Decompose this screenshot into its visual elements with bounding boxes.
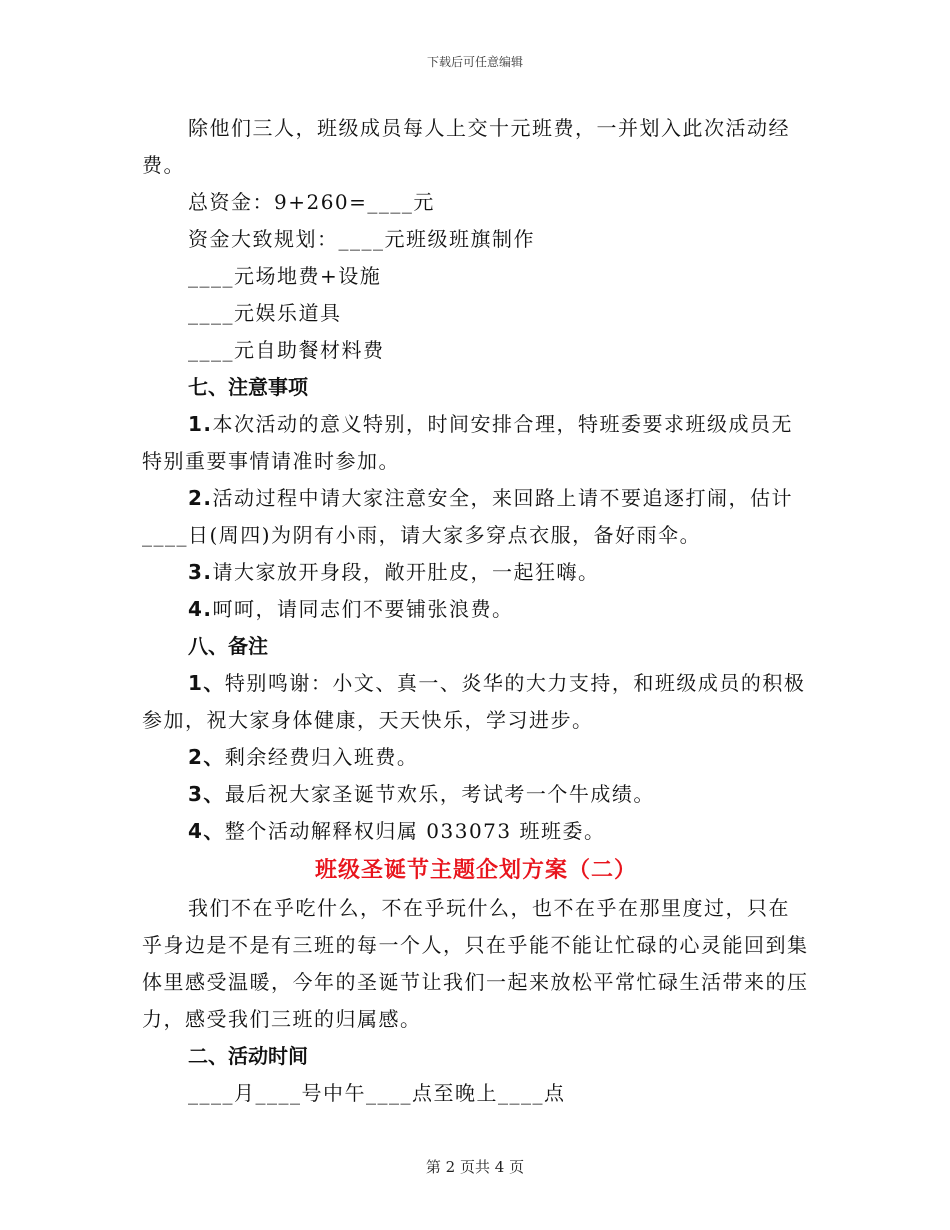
item-text: 整个活动解释权归属 033073 班班委。 — [224, 819, 606, 843]
section-heading-8: 八、备注 — [188, 634, 268, 658]
section-heading-time: 二、活动时间 — [188, 1044, 308, 1068]
item-text: 本次活动的意义特别，时间安排合理，特班委要求班级成员无特别重要事情请准时参加。 — [142, 412, 794, 473]
paragraph-plan: 资金大致规划：____元班级班旗制作 — [188, 227, 535, 251]
list-item — [142, 480, 810, 554]
item-text: 呵呵，请同志们不要铺张浪费。 — [212, 597, 514, 621]
plan-item: ____元娱乐道具 — [188, 301, 342, 325]
item-number: 3、 — [188, 782, 225, 806]
item-number: 1、 — [188, 671, 225, 695]
list-item — [142, 665, 810, 739]
item-number: 4. — [188, 597, 213, 621]
item-number: 3. — [188, 560, 213, 584]
section-heading-7: 七、注意事项 — [188, 375, 308, 399]
page-footer: 第 2 页共 4 页 — [425, 1158, 525, 1176]
item-number: 1. — [188, 412, 213, 436]
list-item — [142, 776, 810, 813]
item-text: 请大家放开身段，敞开肚皮，一起狂嗨。 — [212, 560, 600, 584]
list-item — [142, 591, 810, 628]
list-item — [142, 554, 810, 591]
item-text: 剩余经费归入班费。 — [224, 745, 419, 769]
document-body — [142, 110, 810, 1112]
paragraph-time: ____月____号中午____点至晚上____点 — [188, 1081, 566, 1105]
paragraph-total: 总资金：9+260=____元 — [188, 190, 435, 214]
list-item — [142, 813, 810, 850]
item-text: 最后祝大家圣诞节欢乐，考试考一个牛成绩。 — [224, 782, 655, 806]
item-number: 2、 — [188, 745, 225, 769]
list-item — [142, 406, 810, 480]
item-number: 2. — [188, 486, 213, 510]
item-number: 4、 — [188, 819, 225, 843]
item-text: 活动过程中请大家注意安全，来回路上请不要追逐打闹，估计____日(周四)为阴有小雨，请大家多穿点衣服，备好雨伞。 — [142, 486, 794, 547]
item-text: 特别鸣谢：小文、真一、炎华的大力支持，和班级成员的积极参加，祝大家身体健康，天天快乐，学习进步。 — [142, 671, 806, 732]
plan-item: ____元场地费+设施 — [188, 264, 382, 288]
paragraph-fee: 除他们三人，班级成员每人上交十元班费，一并划入此次活动经费。 — [142, 116, 790, 177]
document-title: 班级圣诞节主题企划方案（二） — [314, 857, 637, 883]
plan-item: ____元自助餐材料费 — [188, 338, 385, 362]
list-item — [142, 739, 810, 776]
page-header: 下载后可任意编辑 — [426, 55, 523, 69]
paragraph-intro: 我们不在乎吃什么，不在乎玩什么，也不在乎在那里度过，只在乎身边是不是有三班的每一个人，只在乎能不能让忙碌的心灵能回到集体里感受温暖，今年的圣诞节让我们一起来放松平常忙碌生活带来的压力，感受我们三班的归属感。 — [142, 896, 809, 1031]
